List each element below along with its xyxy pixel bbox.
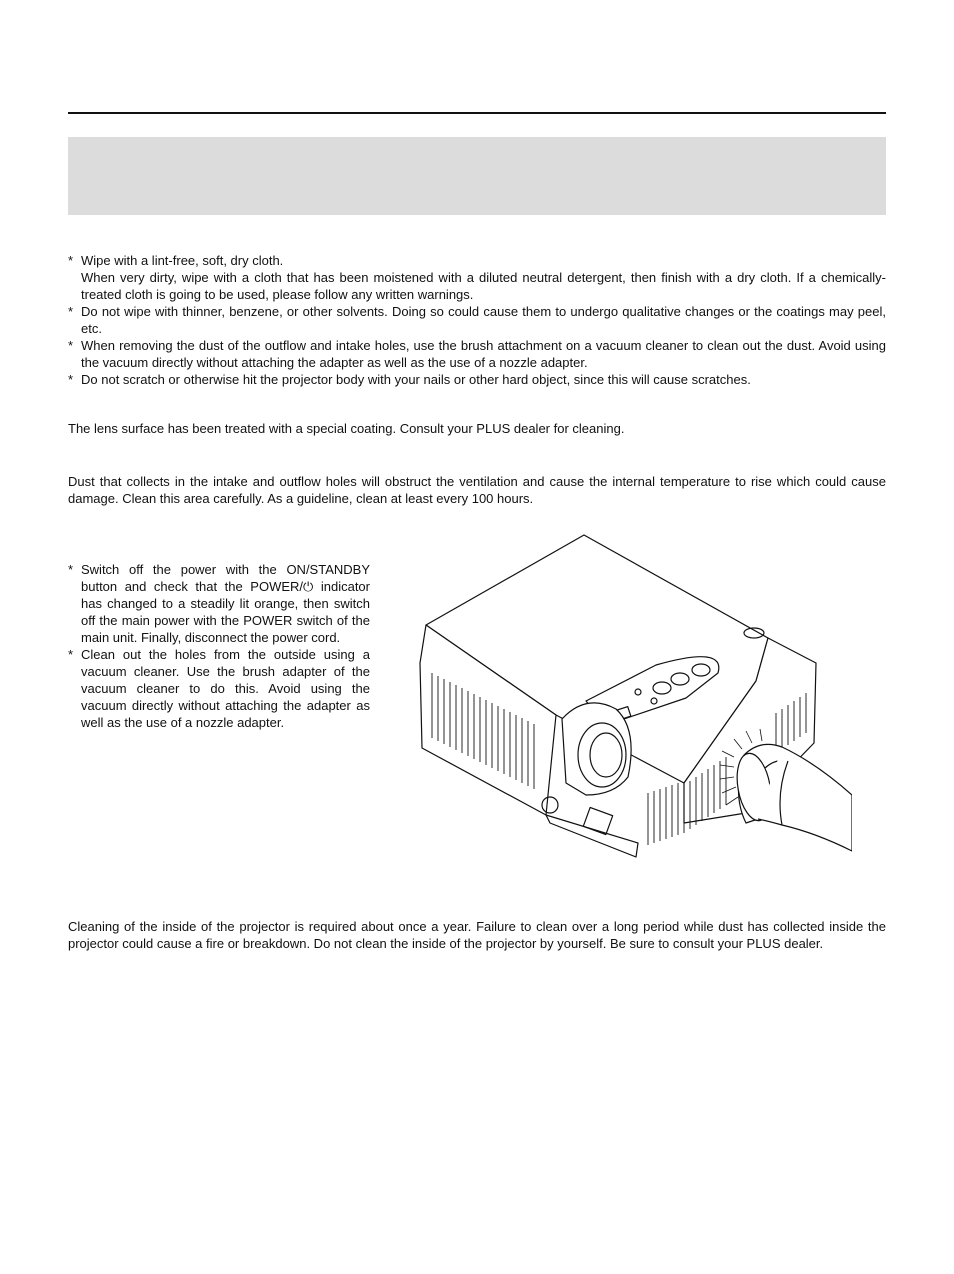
cabinet-care-list — [68, 252, 886, 388]
cabinet-care-item: * When removing the dust of the outflow and intake holes, use the brush attachment on a vacuum cleaner to clean out the dust. Avoid using the vacuum directly without attaching the adapter as well as the use of a nozzle adapter. — [68, 337, 886, 371]
vent-care-steps — [68, 561, 370, 731]
section-banner — [68, 137, 886, 215]
cabinet-care-item-text: When very dirty, wipe with a cloth that has been moistened with a diluted neutral detergent, then finish with a dry cloth. If a chemically-treated cloth is going to be used, please follow any written warnings. — [81, 270, 886, 302]
cabinet-care-item: * Do not wipe with thinner, benzene, or other solvents. Doing so could cause them to undergo qualitative changes or the coatings may peel, etc. — [68, 303, 886, 337]
vent-step-1 — [68, 561, 370, 646]
cabinet-care-item-text: Wipe with a lint-free, soft, dry cloth. — [81, 253, 284, 268]
vent-step-2: * Clean out the holes from the outside using a vacuum cleaner. Use the brush adapter of the vacuum cleaner to do this. Avoid using the vacuum directly without attaching the adapter as well as the use of a nozzle adapter. — [68, 646, 370, 731]
vent-care-intro: Dust that collects in the intake and outflow holes will obstruct the ventilation and cause the internal temperature to rise which could cause damage. Clean this area carefully. As a guideline, clean at least every 100 hours. — [68, 474, 886, 506]
vent-step-1-text-a: Switch off the power with the ON/STANDBY button and check that the POWER/ — [81, 562, 370, 594]
inside-care-text: Cleaning of the inside of the projector is required about once a year. Failure to clean over a long period while dust has collected inside the projector could cause a fire or breakdown. Do not clean the inside of the projector by yourself. Be sure to consult your PLUS dealer. — [68, 919, 886, 951]
power-icon: ⏻ — [303, 579, 314, 594]
vent-step-1-text-b: indicator has changed to a steadily lit orange, then switch off the main power with the POWER switch of the main unit. Finally, disconnect the power cord. — [81, 579, 370, 645]
projector-vacuum-illustration — [416, 533, 852, 859]
header-rule — [68, 112, 886, 114]
cabinet-care-item — [68, 252, 886, 303]
cabinet-care-item: * Do not scratch or otherwise hit the projector body with your nails or other hard object, since this will cause scratches. — [68, 371, 886, 388]
lens-care-text: The lens surface has been treated with a special coating. Consult your PLUS dealer for cleaning. — [68, 421, 625, 436]
